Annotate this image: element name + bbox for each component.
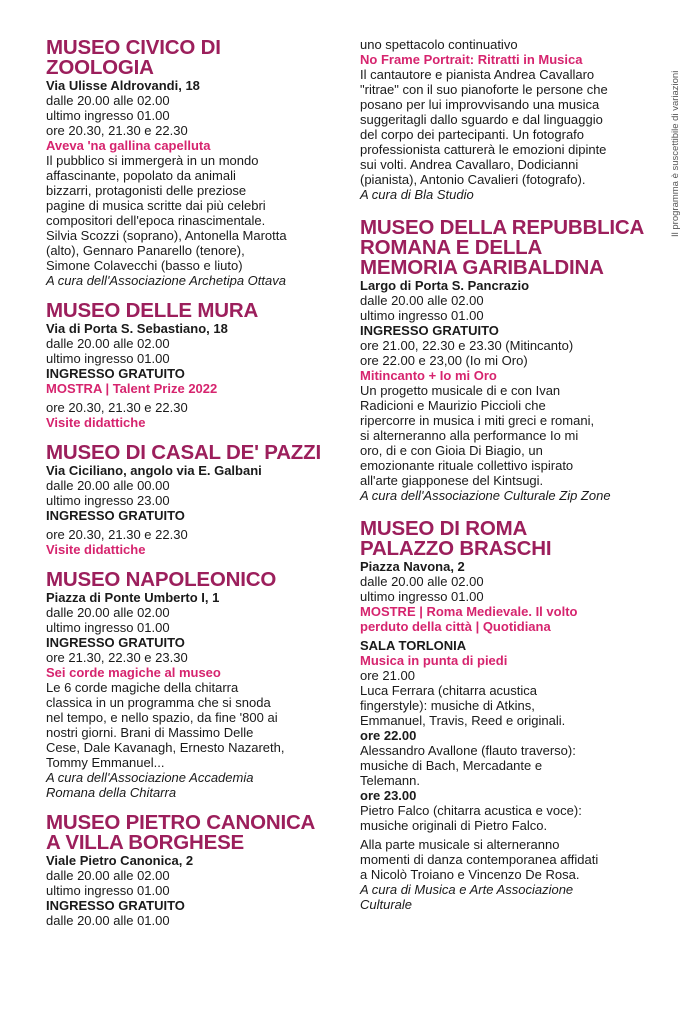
museum-napoleonico <box>46 570 346 800</box>
museum-address: Via Ciciliano, angolo via E. Galbani <box>46 463 262 478</box>
museum-casal-de-pazzi <box>46 443 346 557</box>
desc-line: fingerstyle): musiche di Atkins, <box>360 698 535 713</box>
opening-hours: dalle 20.00 alle 02.00 <box>360 574 484 589</box>
exhibit-line: MOSTRE | Roma Medievale. Il volto <box>360 604 578 619</box>
credit-line: Romana della Chitarra <box>46 785 177 800</box>
museum-title: MUSEO DI ROMA <box>360 517 528 540</box>
event-description <box>46 680 346 770</box>
desc-line: Emmanuel, Travis, Reed e originali. <box>360 713 566 728</box>
desc-line: bizzarri, protagonisti delle preziose <box>46 183 247 198</box>
museum-title: A VILLA BORGHESE <box>46 831 245 854</box>
museum-palazzo-braschi <box>360 519 652 912</box>
desc-line: oro, di e con Gioia Di Biagio, un <box>360 443 543 458</box>
event-credit <box>360 882 652 912</box>
museum-address: Via Ulisse Aldrovandi, 18 <box>46 78 200 93</box>
desc-line: Alessandro Avallone (flauto traverso): <box>360 743 576 758</box>
museum-title: MEMORIA GARIBALDINA <box>360 256 604 279</box>
event-credit: A cura dell'Associazione Culturale Zip Zone <box>360 488 611 503</box>
event-title: Aveva 'na gallina capelluta <box>46 138 211 153</box>
desc-line: all'arte giapponese del Kintsugi. <box>360 473 544 488</box>
desc-line: nostri giorni. Brani di Massimo Delle <box>46 725 254 740</box>
show-times: ore 20.30, 21.30 e 22.30 <box>46 400 188 415</box>
desc-line: "ritrae" con il suo pianoforte le persone che <box>360 82 608 97</box>
show-times: ore 22.00 e 23,00 (Io mi Oro) <box>360 353 528 368</box>
desc-line: classica in un programma che si snoda <box>46 695 271 710</box>
last-entry: ultimo ingresso 23.00 <box>46 493 170 508</box>
event-description <box>360 67 652 187</box>
museum-mura <box>46 301 346 430</box>
desc-line: compositori dell'epoca rinascimentale. <box>46 213 266 228</box>
desc-line: momenti di danza contemporanea affidati <box>360 852 599 867</box>
show-time: ore 21.00 <box>360 668 415 683</box>
last-entry: ultimo ingresso 01.00 <box>360 308 484 323</box>
show-time: ore 23.00 <box>360 788 417 803</box>
last-entry: ultimo ingresso 01.00 <box>46 883 170 898</box>
museum-address: Piazza di Ponte Umberto I, 1 <box>46 590 220 605</box>
museum-title: MUSEO CIVICO DI <box>46 36 221 59</box>
desc-line: (pianista), Antonio Cavalieri (fotografo). <box>360 172 586 187</box>
event-credit: A cura dell'Associazione Archetipa Ottava <box>46 273 286 288</box>
exhibit-line: perduto della città | Quotidiana <box>360 619 551 634</box>
admission: INGRESSO GRATUITO <box>46 635 185 650</box>
museum-address: Viale Pietro Canonica, 2 <box>46 853 194 868</box>
desc-line: (alto), Gennaro Panarello (tenore), <box>46 243 245 258</box>
desc-line: sui volti. Andrea Cavallaro, Dodicianni <box>360 157 579 172</box>
desc-line: affascinante, popolato da animali <box>46 168 236 183</box>
desc-line: Silvia Scozzi (soprano), Antonella Marotta <box>46 228 287 243</box>
last-entry: ultimo ingresso 01.00 <box>46 620 170 635</box>
museum-title: MUSEO DELLE MURA <box>46 299 259 322</box>
opening-hours-2: dalle 20.00 alle 01.00 <box>46 913 170 928</box>
closing-note <box>360 837 652 882</box>
desc-line: Il cantautore e pianista Andrea Cavallaro <box>360 67 595 82</box>
desc-line: musiche di Bach, Mercadante e <box>360 758 543 773</box>
continued-entry <box>360 37 652 202</box>
credit-line: A cura dell'Associazione Accademia <box>46 770 254 785</box>
museum-title: MUSEO NAPOLEONICO <box>46 568 277 591</box>
desc-line: professionista catturerà le emozioni dipinte <box>360 142 607 157</box>
desc-line: nel tempo, e nello spazio, da fine '800 ai <box>46 710 278 725</box>
admission: INGRESSO GRATUITO <box>46 898 185 913</box>
museum-address: Piazza Navona, 2 <box>360 559 465 574</box>
show-times: ore 20.30, 21.30 e 22.30 <box>46 123 188 138</box>
museum-title: PALAZZO BRASCHI <box>360 537 552 560</box>
desc-line: suggeritagli dallo sguardo e dal linguaggio <box>360 112 603 127</box>
opening-hours: dalle 20.00 alle 00.00 <box>46 478 170 493</box>
museum-canonica <box>46 813 346 928</box>
event-description <box>46 153 346 273</box>
desc-line: Radicioni e Maurizio Piccioli che <box>360 398 546 413</box>
opening-hours: dalle 20.00 alle 02.00 <box>46 605 170 620</box>
performer-info <box>360 803 652 833</box>
right-column <box>360 38 652 925</box>
opening-hours: dalle 20.00 alle 02.00 <box>360 293 484 308</box>
desc-line: si alterneranno alla performance Io mi <box>360 428 579 443</box>
museum-title: ROMANA E DELLA <box>360 236 543 259</box>
desc-line: pagine di musica scritte dai più celebri <box>46 198 266 213</box>
admission: INGRESSO GRATUITO <box>46 508 185 523</box>
credit-line: A cura di Musica e Arte Associazione <box>360 882 574 897</box>
event-title: No Frame Portrait: Ritratti in Musica <box>360 52 583 67</box>
show-times: ore 21.00, 22.30 e 23.30 (Mitincanto) <box>360 338 574 353</box>
room-name: SALA TORLONIA <box>360 638 467 653</box>
event-title: Sei corde magiche al museo <box>46 665 221 680</box>
credit-line: Culturale <box>360 897 413 912</box>
show-times: ore 20.30, 21.30 e 22.30 <box>46 527 188 542</box>
museum-address: Via di Porta S. Sebastiano, 18 <box>46 321 228 336</box>
event-credit: A cura di Bla Studio <box>360 187 474 202</box>
desc-line: emozionante rituale collettivo ispirato <box>360 458 574 473</box>
exhibit-title <box>360 604 652 634</box>
desc-line: Simone Colavecchi (basso e liuto) <box>46 258 243 273</box>
opening-hours: dalle 20.00 alle 02.00 <box>46 336 170 351</box>
admission: INGRESSO GRATUITO <box>46 366 185 381</box>
desc-line: Cese, Dale Kavanagh, Ernesto Nazareth, <box>46 740 285 755</box>
left-column <box>46 38 346 941</box>
museum-address: Largo di Porta S. Pancrazio <box>360 278 530 293</box>
desc-line: ripercorre in musica i miti greci e romani, <box>360 413 595 428</box>
last-entry: ultimo ingresso 01.00 <box>46 108 170 123</box>
desc-line: musiche originali di Pietro Falco. <box>360 818 548 833</box>
event-title: Musica in punta di piedi <box>360 653 508 668</box>
continued-text: uno spettacolo continuativo <box>360 37 518 52</box>
desc-line: del corpo dei partecipanti. Un fotografo <box>360 127 585 142</box>
program-disclaimer <box>650 12 680 252</box>
museum-title: MUSEO PIETRO CANONICA <box>46 811 316 834</box>
admission: INGRESSO GRATUITO <box>360 323 499 338</box>
visits-label: Visite didattiche <box>46 415 146 430</box>
show-time: ore 22.00 <box>360 728 417 743</box>
museum-repubblica-romana <box>360 218 652 503</box>
show-times: ore 21.30, 22.30 e 23.30 <box>46 650 188 665</box>
museum-title: MUSEO DI CASAL DE' PAZZI <box>46 441 321 464</box>
event-title: Mitincanto + Io mi Oro <box>360 368 497 383</box>
visits-label: Visite didattiche <box>46 542 146 557</box>
performer-info <box>360 683 652 728</box>
opening-hours: dalle 20.00 alle 02.00 <box>46 93 170 108</box>
opening-hours: dalle 20.00 alle 02.00 <box>46 868 170 883</box>
performer-info <box>360 743 652 788</box>
desc-line: Telemann. <box>360 773 420 788</box>
program-disclaimer-text: Il programma è suscettibile di variazioni <box>670 70 681 237</box>
event-credit <box>46 770 346 800</box>
last-entry: ultimo ingresso 01.00 <box>46 351 170 366</box>
museum-title: MUSEO DELLA REPUBBLICA <box>360 216 645 239</box>
desc-line: Tommy Emmanuel... <box>46 755 165 770</box>
desc-line: posano per lui improvvisando una musica <box>360 97 600 112</box>
desc-line: a Nicolò Troiano e Vincenzo De Rosa. <box>360 867 580 882</box>
desc-line: Un progetto musicale di e con Ivan <box>360 383 561 398</box>
desc-line: Il pubblico si immergerà in un mondo <box>46 153 259 168</box>
museum-title: ZOOLOGIA <box>46 56 154 79</box>
desc-line: Alla parte musicale si alterneranno <box>360 837 560 852</box>
desc-line: Pietro Falco (chitarra acustica e voce): <box>360 803 582 818</box>
exhibit-title: MOSTRA | Talent Prize 2022 <box>46 381 218 396</box>
museum-zoologia <box>46 38 346 288</box>
desc-line: Le 6 corde magiche della chitarra <box>46 680 239 695</box>
last-entry: ultimo ingresso 01.00 <box>360 589 484 604</box>
desc-line: Luca Ferrara (chitarra acustica <box>360 683 538 698</box>
event-description <box>360 383 652 488</box>
